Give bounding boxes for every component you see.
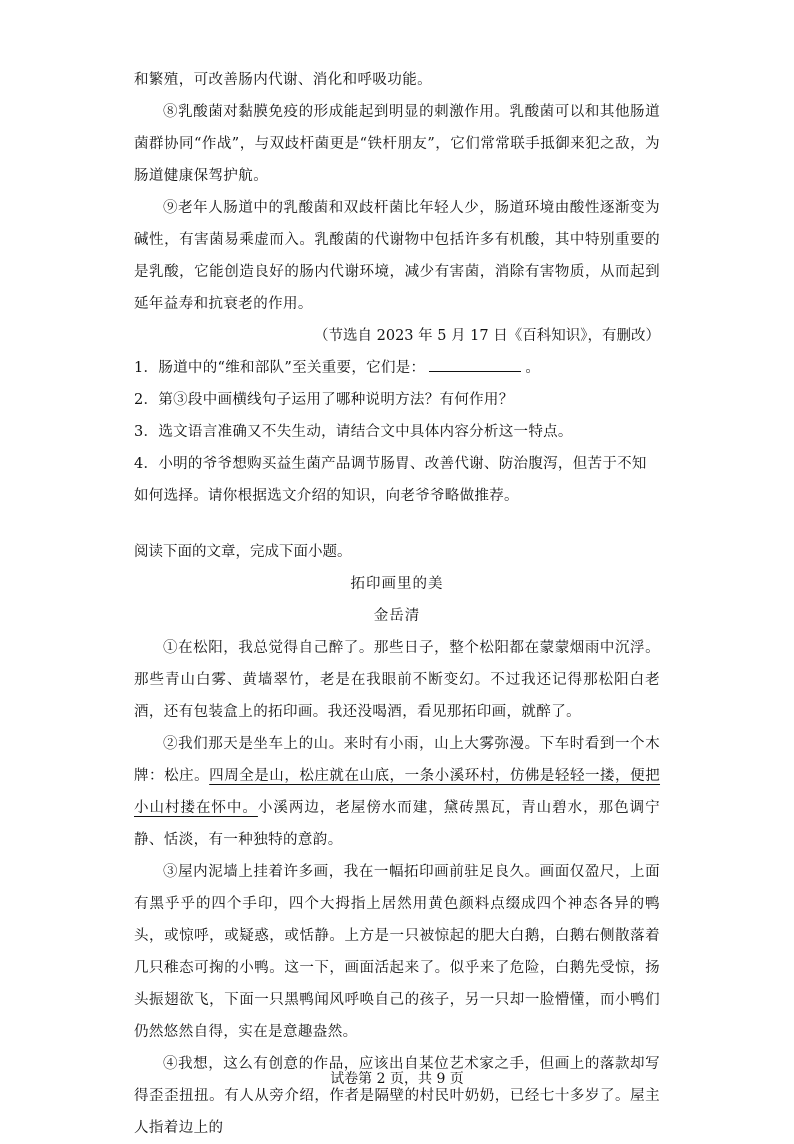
passage2-para4: ④我想，这么有创意的作品，应该出自某位艺术家之手，但画上的落款却写得歪歪扭扭。有人从旁介绍，作者是隔壁的村民叶奶奶，已经七十多岁了。屋主人指着边上的 — [134, 1056, 660, 1136]
article-author: 金岳清 — [373, 608, 421, 624]
page-footer: 试卷第 2 页，共 9 页 — [330, 1071, 464, 1087]
section-gap — [134, 512, 660, 536]
reading-instruction: 阅读下面的文章，完成下面小题。 — [134, 544, 352, 560]
page-content — [134, 64, 660, 1144]
passage1-para8: ⑧乳酸菌对黏膜免疫的形成能起到明显的刺激作用。乳酸菌可以和其他肠道菌群协同“作战”，与双歧杆菌更是“铁杆朋友”，它们常常联手抵御来犯之敌，为肠道健康保驾护航。 — [134, 104, 660, 184]
question-4: 4．小明的爷爷想购买益生菌产品调节肠胃、改善代谢、防治腹泻，但苦于不知如何选择。请你根据选文介绍的知识，向老爷爷略做推荐。 — [134, 456, 647, 504]
question-3: 3．选文语言准确又不失生动，请结合文中具体内容分析这一特点。 — [134, 424, 573, 440]
passage2-para2-end: 小溪两边，老屋傍水而建，黛砖黑瓦，青山碧水，那色调宁静、恬淡，有一种独特的意韵。 — [134, 800, 660, 848]
passage1-para7-tail: 和繁殖，可改善肠内代谢、消化和呼吸功能。 — [134, 72, 432, 88]
article-title: 拓印画里的美 — [350, 576, 444, 592]
question-1 — [134, 352, 660, 384]
passage2-para2-start: ②我们那天是坐车上的山。来时有小雨，山上大雾弥漫。下车时看到一个木牌：松庄。 — [134, 736, 660, 784]
passage1-para9: ⑨老年人肠道中的乳酸菌和双歧杆菌比年轻人少，肠道环境由酸性逐渐变为碱性，有害菌易乘虚而入。乳酸菌的代谢物中包括许多有机酸，其中特别重要的是乳酸，它能创造良好的肠内代谢环境，减少有害菌，消除有害物质，从而起到延年益寿和抗衰老的作用。 — [134, 200, 660, 312]
passage2-para3: ③屋内泥墙上挂着许多画，我在一幅拓印画前驻足良久。画面仅盈尺，上面有黑乎乎的四个手印，四个大拇指上居然用黄色颜料点缀成四个神态各异的鸭头，或惊呼，或疑惑，或恬静。上方是一只被惊起的肥大白鹅，白鹅右侧散落着几只稚态可掬的小鸭。这一下，画面活起来了。似乎来了危险，白鹅先受惊，扬头振翅欲飞，下面一只黑鸭闻风呼唤自己的孩子，另一只却一脸懵懂，而小鸭们仍然悠然自得，实在是意趣盎然。 — [134, 864, 660, 1040]
question-1-text: 1．肠道中的“维和部队”至关重要，它们是： — [134, 360, 426, 376]
passage2-para2 — [134, 728, 660, 856]
answer-blank[interactable] — [429, 357, 521, 372]
question-1-end: 。 — [525, 360, 541, 376]
question-2: 2．第③段中画横线句子运用了哪种说明方法？有何作用？ — [134, 392, 514, 408]
passage1-source: （节选自 2023 年 5 月 17 日《百科知识》，有删改） — [314, 328, 660, 344]
passage2-para1: ①在松阳，我总觉得自己醉了。那些日子，整个松阳都在蒙蒙烟雨中沉浮。那些青山白雾、黄墙翠竹，老是在我眼前不断变幻。不过我还记得那松阳白老酒，还有包装盒上的拓印画。我还没喝酒，看见那拓印画，就醉了。 — [134, 640, 660, 720]
underlined-sentence: 四周全是山，松庄就在山底，一条小溪环村，仿佛是轻轻一搂，便把小山村搂在怀中。 — [134, 768, 661, 816]
